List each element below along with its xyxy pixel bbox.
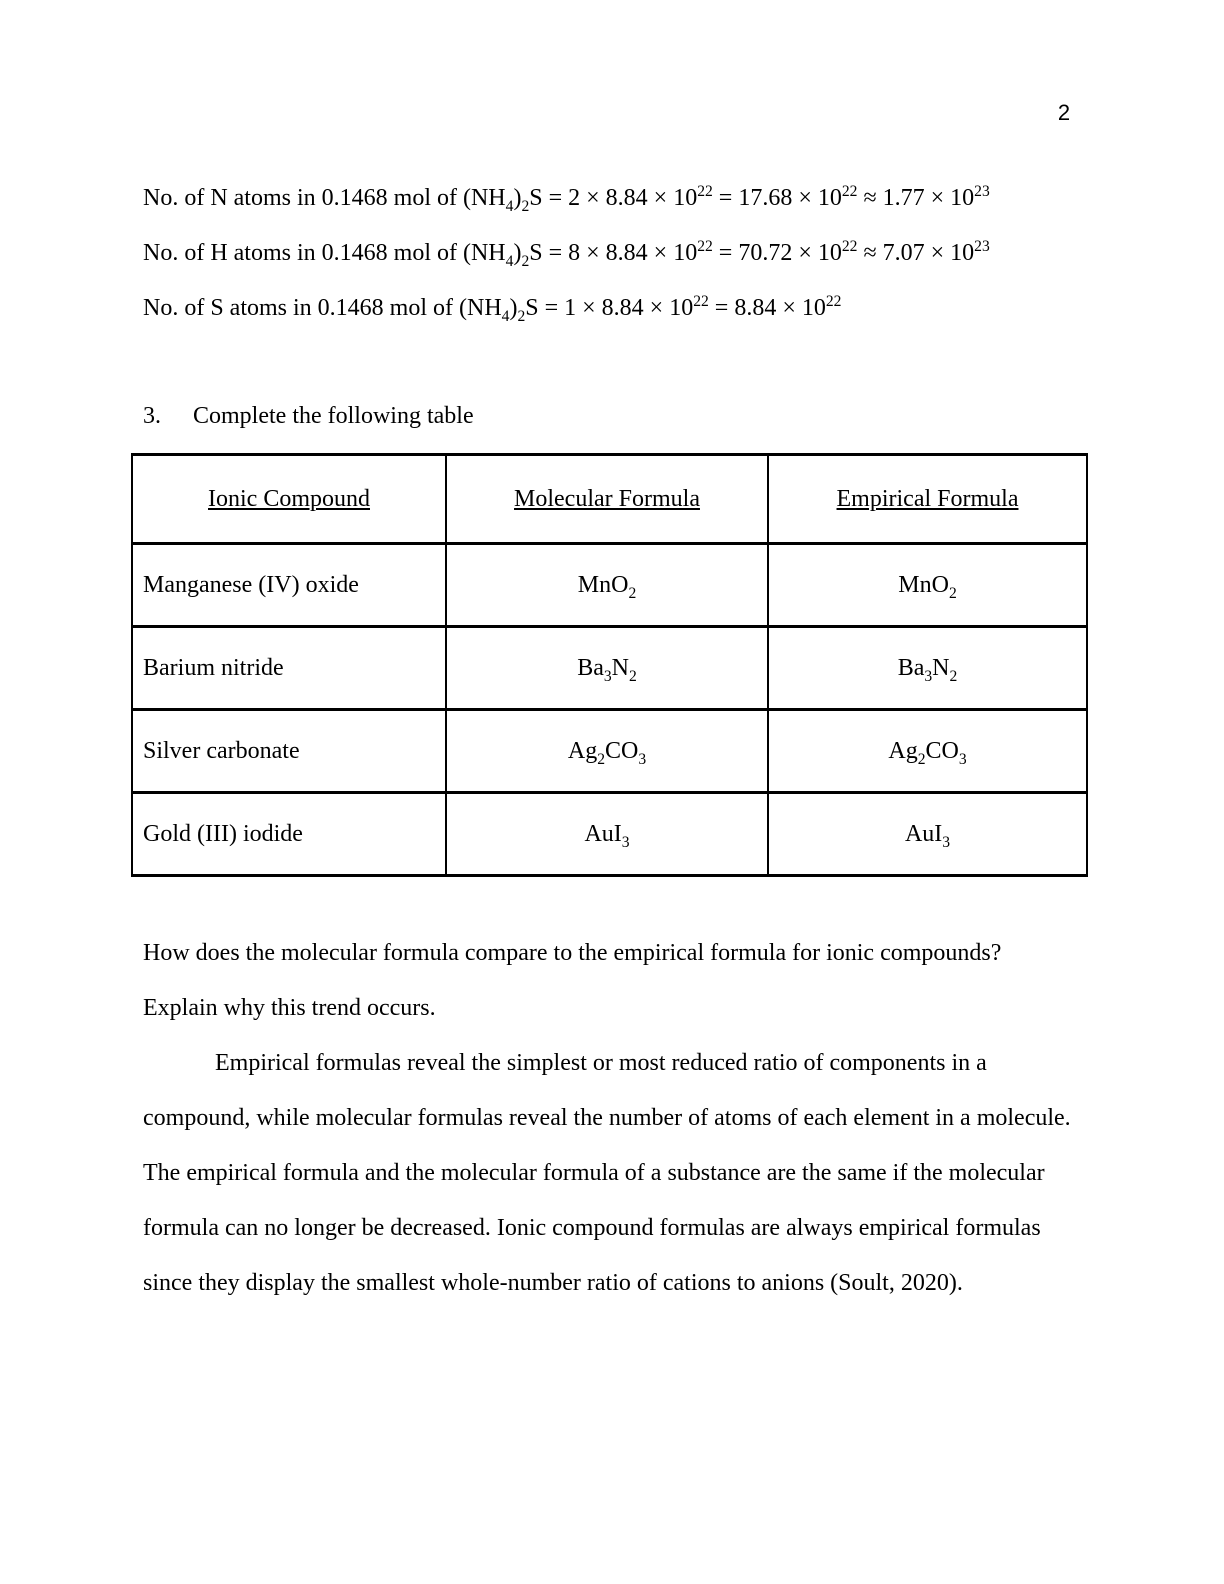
question-text-line: How does the molecular formula compare to the empirical formula for ionic compounds? [143,940,1002,966]
header-empirical-formula-label: Empirical Formula [836,485,1019,512]
header-ionic-compound-label: Ionic Compound [208,485,370,512]
cell-empirical-formula: AuI$_3$ [768,793,1087,876]
table-row [132,710,1087,793]
cell-empirical-formula: $Ba_3N_2$ [768,627,1087,710]
cell-molecular-formula: MnO$_2$ [446,544,768,627]
atom-calculations [143,171,990,336]
header-ionic-compound [132,455,446,544]
cell-compound: Silver carbonate [132,710,446,793]
table-row [132,544,1087,627]
cell-molecular-formula: $Ba_3N_2$ [446,627,768,710]
question-heading-text: Complete the following table [193,403,474,429]
answer-text-line: The empirical formula and the molecular formula of a substance are the same if the molecular [143,1160,1045,1186]
cell-compound: Barium nitride [132,627,446,710]
question-and-answer [143,926,1071,1311]
calc-line-h-atoms: No. of H atoms in 0.1468 mol of $(NH_4)_2S = 8 \times 8.84 \times 10^{22} = 70.72 \times 10^{22} \approx 7.07 \times 10^{23}$ [143,238,990,270]
header-molecular-formula-label: Molecular Formula [514,485,700,512]
answer-text-line: since they display the smallest whole-number ratio of cations to anions (Soult, 2020). [143,1270,963,1296]
answer-text-line: Empirical formulas reveal the simplest or most reduced ratio of components in a [215,1050,987,1076]
answer-text-line: formula can no longer be decreased. Ionic compound formulas are always empirical formulas [143,1215,1041,1241]
page-number: 2 [1057,100,1071,125]
header-molecular-formula [446,455,768,544]
header-empirical-formula [768,455,1087,544]
cell-compound: Gold (III) iodide [132,793,446,876]
cell-molecular-formula: AuI$_3$ [446,793,768,876]
ionic-compound-table [131,453,1088,877]
table-header-row [132,455,1087,544]
cell-empirical-formula: MnO$_2$ [768,544,1087,627]
calc-line-n-atoms: No. of N atoms in 0.1468 mol of $(NH_4)_2S = 2 \times 8.84 \times 10^{22} = 17.68 \times 10^{22} \approx 1.77 \times 10^{23}$ [143,183,990,215]
table-row [132,627,1087,710]
table-row [132,793,1087,876]
cell-compound: Manganese (IV) oxide [132,544,446,627]
question-3-heading [143,389,474,444]
answer-text-line: compound, while molecular formulas reveal the number of atoms of each element in a molecule. [143,1105,1071,1131]
question-text-line: Explain why this trend occurs. [143,995,436,1021]
question-number: 3. [143,403,161,429]
cell-empirical-formula: $Ag_2CO_3$ [768,710,1087,793]
calc-line-s-atoms: No. of S atoms in 0.1468 mol of $(NH_4)_2S = 1 \times 8.84 \times 10^{22} = 8.84 \times 10^{22}$ [143,293,842,325]
cell-molecular-formula: $Ag_2CO_3$ [446,710,768,793]
